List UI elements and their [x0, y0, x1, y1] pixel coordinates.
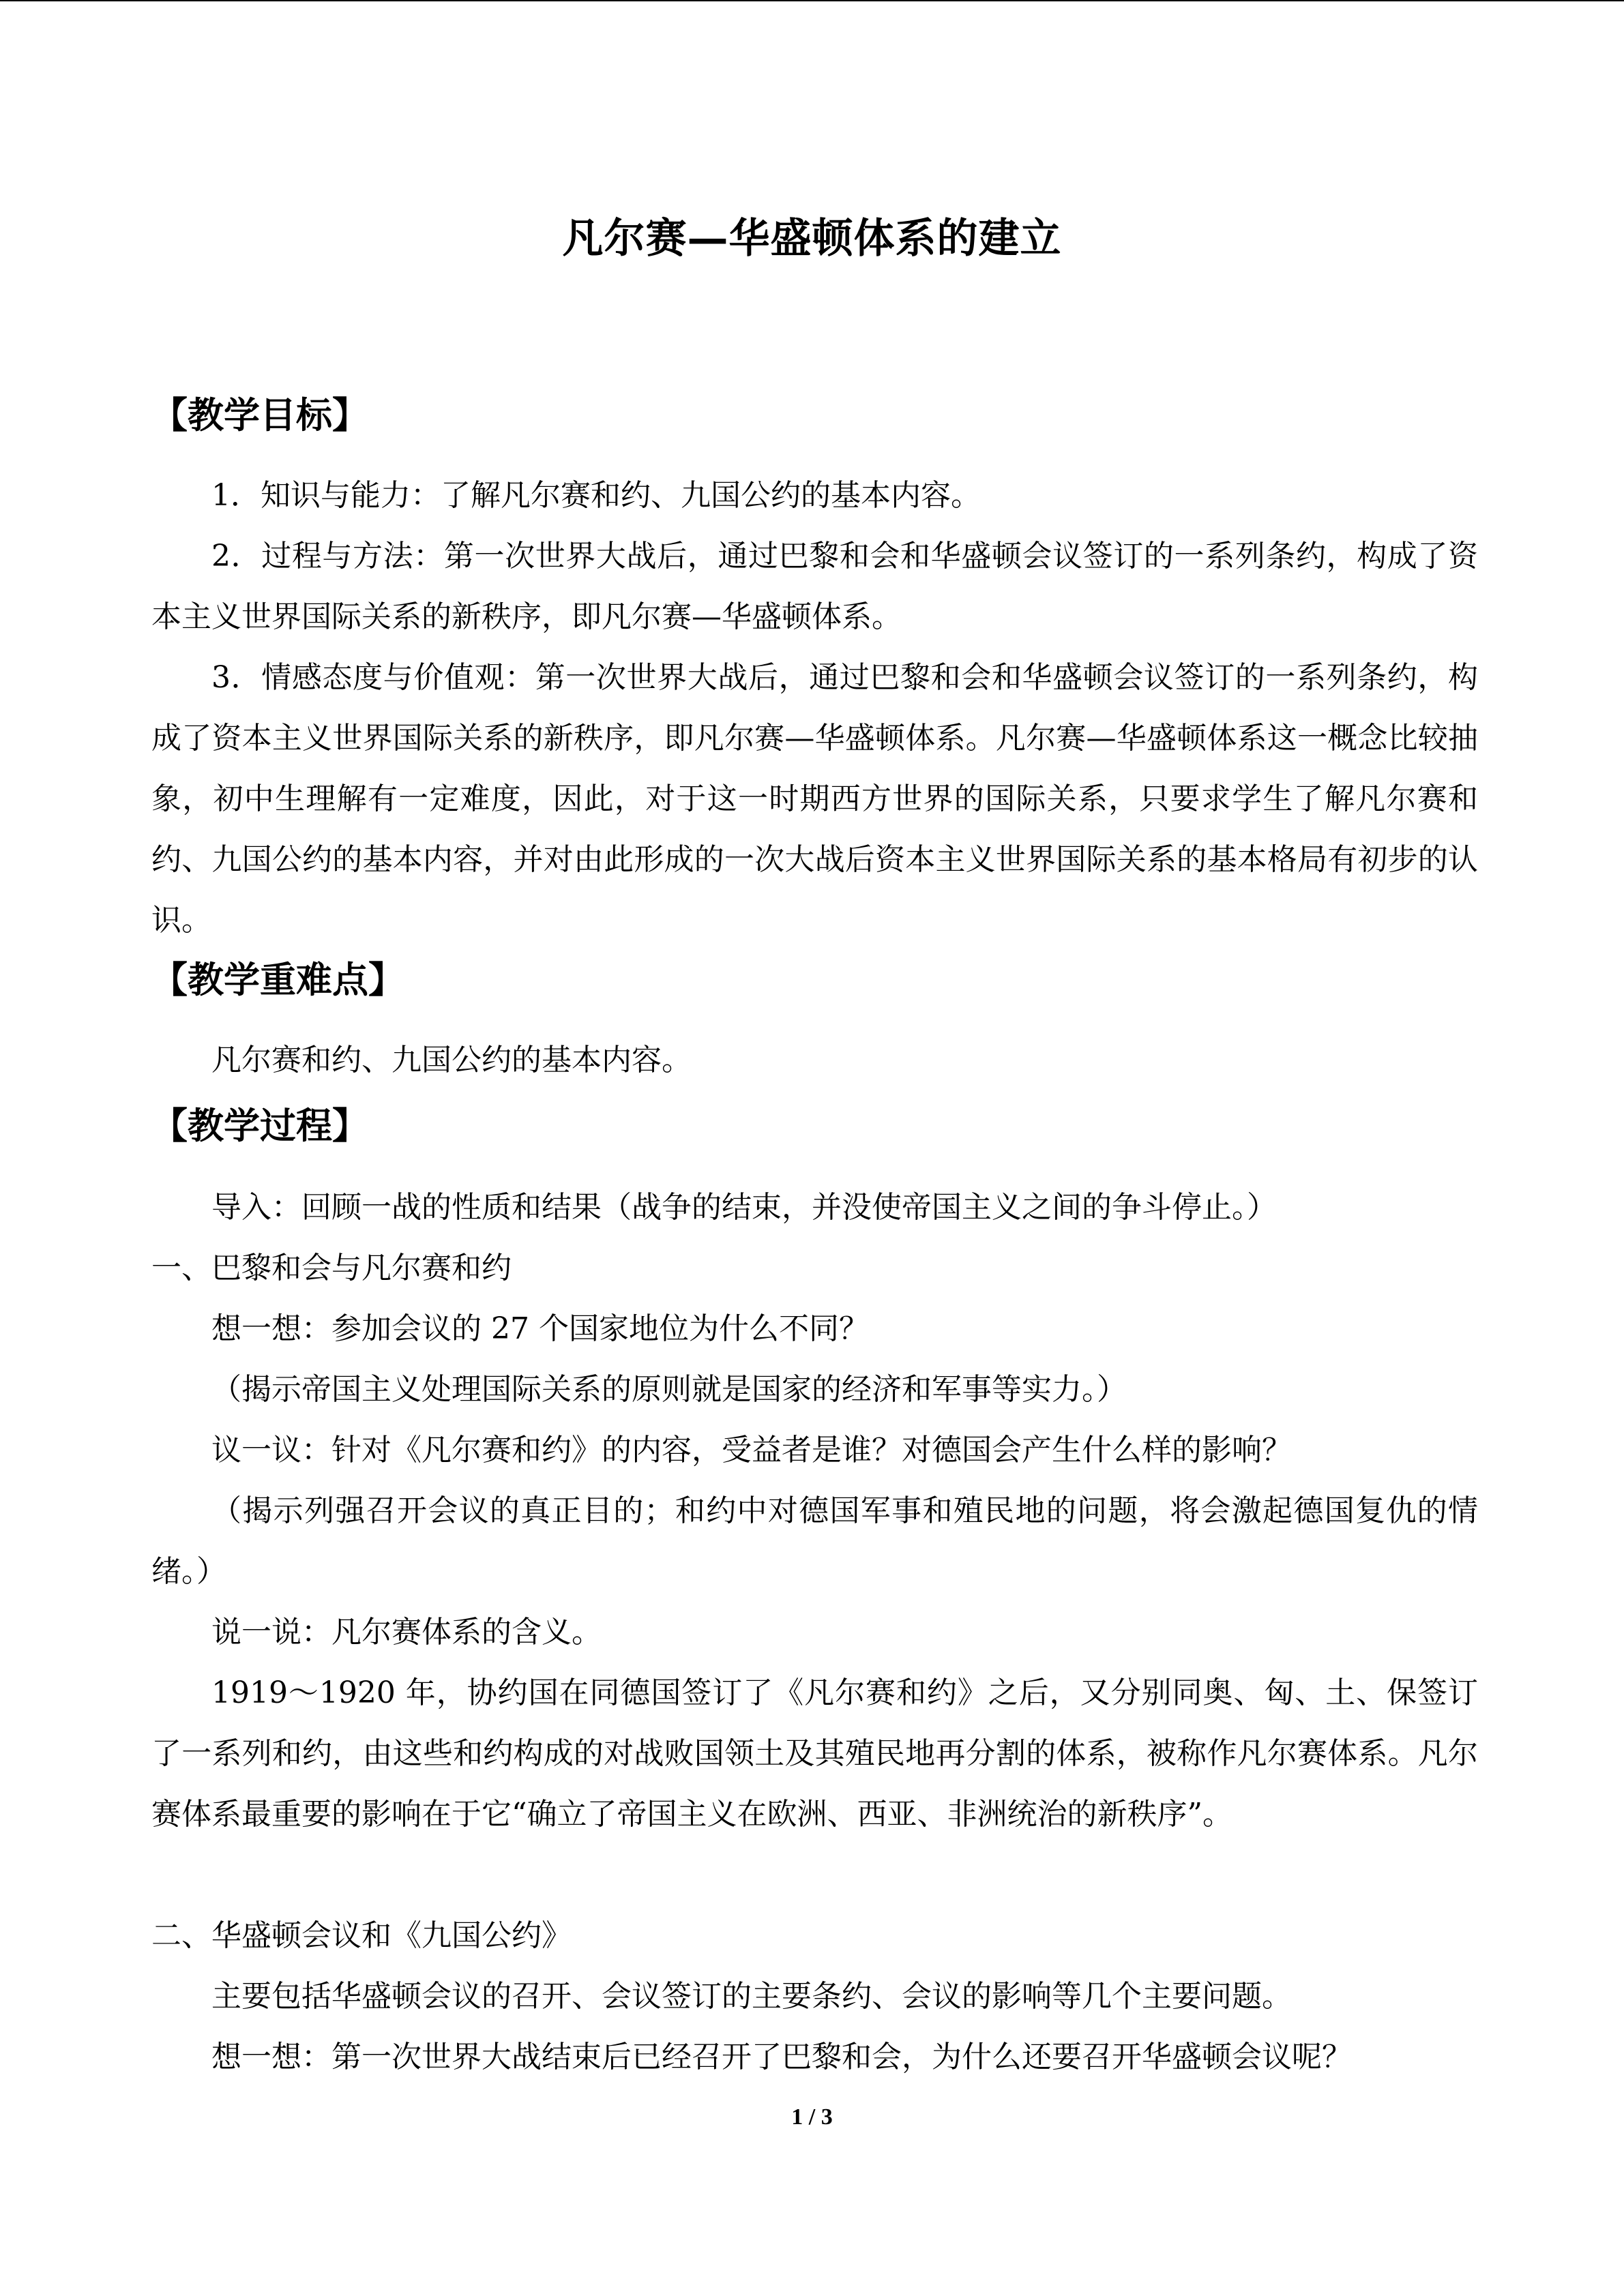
process-part1-discuss-note: （揭示列强召开会议的真正目的；和约中对德国军事和殖民地的问题，将会激起德国复仇的情绪。）: [151, 1493, 1478, 1589]
key-points-text: 凡尔赛和约、九国公约的基本内容。: [211, 1043, 692, 1077]
section-heading-objectives: 【教学目标】: [151, 395, 368, 436]
process-part1-body: 1919～1920 年，协约国在同德国签订了《凡尔赛和约》之后，又分别同奥、匈、土、保签订了一系列和约，由这些和约构成的对战败国领土及其殖民地再分割的体系，被称作凡尔赛体系。凡尔赛体系最重要的影响在于它“确立了帝国主义在欧洲、西亚、非洲统治的新秩序”。: [151, 1675, 1478, 1832]
section-heading-process: 【教学过程】: [151, 1105, 368, 1147]
document-title: 凡尔赛—华盛顿体系的建立: [562, 215, 1062, 263]
process-part2-think: 想一想：第一次世界大战结束后已经召开了巴黎和会，为什么还要召开华盛顿会议呢？: [211, 2040, 1352, 2074]
objective-item-1: 1．知识与能力：了解凡尔赛和约、九国公约的基本内容。: [211, 478, 981, 513]
process-part1-think-note: （揭示帝国主义处理国际关系的原则就是国家的经济和军事等实力。）: [211, 1372, 1127, 1407]
process-part1-discuss: 议一议：针对《凡尔赛和约》的内容，受益者是谁？对德国会产生什么样的影响？: [211, 1433, 1292, 1467]
process-part1-think: 想一想：参加会议的 27 个国家地位为什么不同？: [211, 1311, 869, 1346]
process-part2-title: 二、华盛顿会议和《九国公约》: [151, 1918, 572, 1953]
page-number: 1 / 3: [791, 2104, 833, 2130]
process-part2-body: 主要包括华盛顿会议的召开、会议签订的主要条约、会议的影响等几个主要问题。: [211, 1979, 1292, 2014]
section-heading-key-points: 【教学重难点】: [151, 959, 404, 1001]
process-part1-title: 一、巴黎和会与凡尔赛和约: [151, 1251, 512, 1285]
objective-item-2: 2．过程与方法：第一次世界大战后，通过巴黎和会和华盛顿会议签订的一系列条约，构成了资本主义世界国际关系的新秩序，即凡尔赛—华盛顿体系。: [151, 539, 1478, 634]
page-top-border: [0, 0, 1624, 4]
process-intro: 导入：回顾一战的性质和结果（战争的结束，并没使帝国主义之间的争斗停止。）: [211, 1190, 1277, 1225]
process-part1-say: 说一说：凡尔赛体系的含义。: [211, 1615, 602, 1650]
objective-item-3: 3．情感态度与价值观：第一次世界大战后，通过巴黎和会和华盛顿会议签订的一系列条约，构成了资本主义世界国际关系的新秩序，即凡尔赛—华盛顿体系。凡尔赛—华盛顿体系这一概念比较抽象，初中生理解有一定难度，因此，对于这一时期西方世界的国际关系，只要求学生了解凡尔赛和约、九国公约的基本内容，并对由此形成的一次大战后资本主义世界国际关系的基本格局有初步的认识。: [151, 660, 1478, 938]
